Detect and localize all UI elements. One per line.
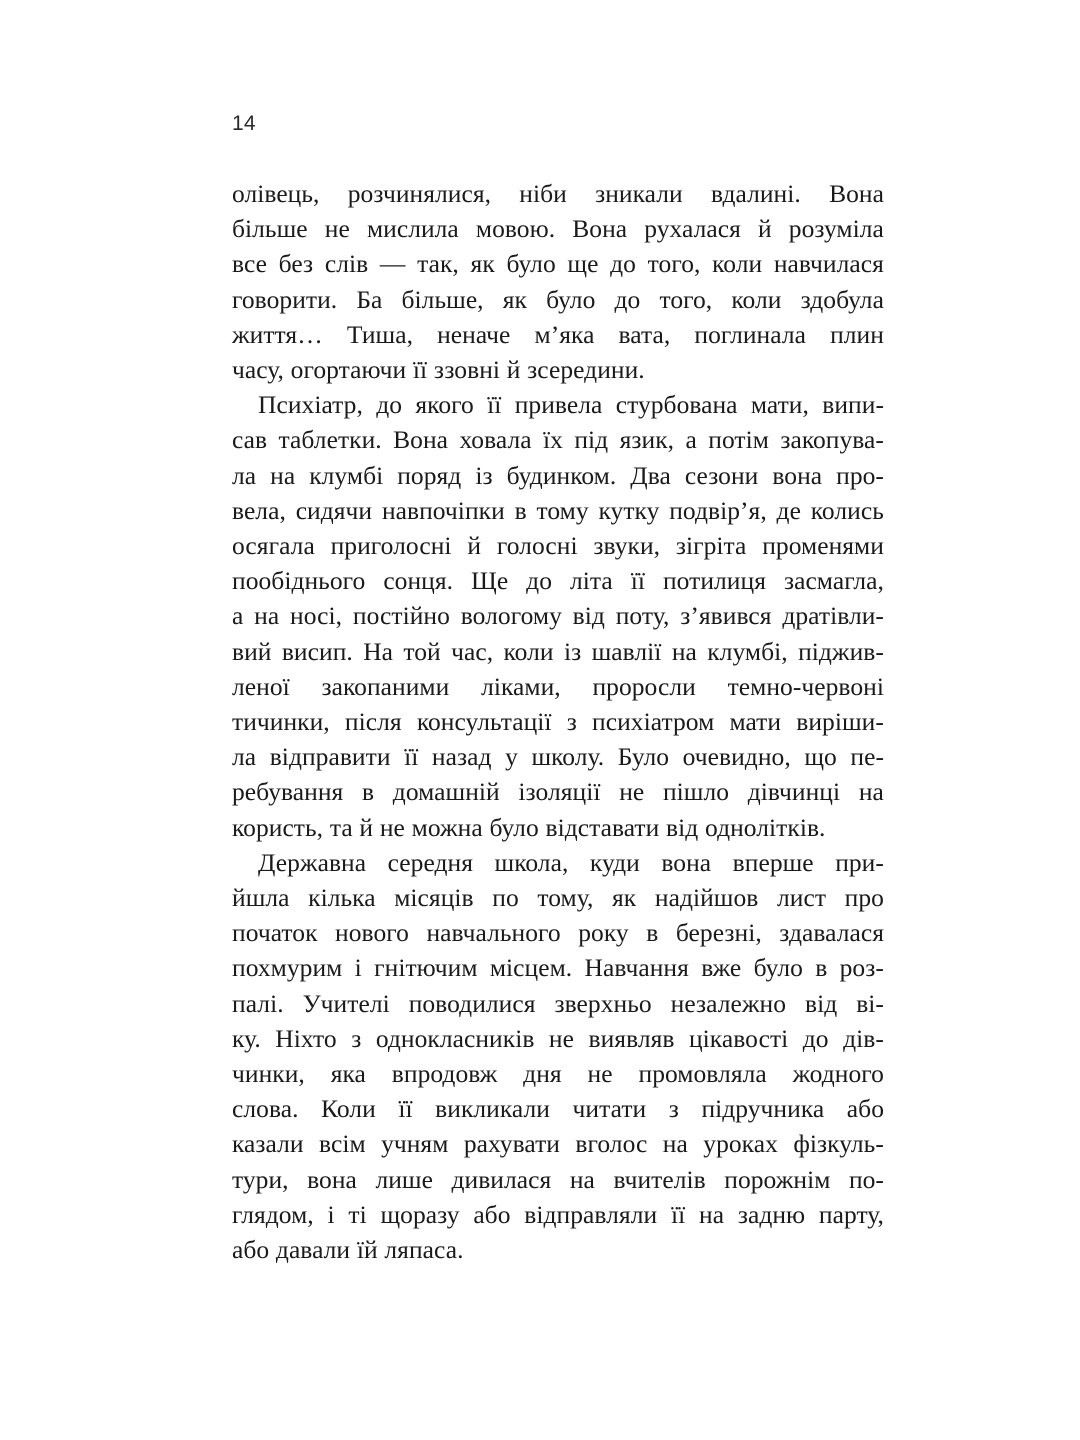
text-line: або давали їй ляпаса. <box>232 1235 464 1265</box>
text-line <box>232 1126 884 1161</box>
word: консультації <box>416 707 552 737</box>
word: до <box>614 284 641 314</box>
word: на <box>699 1199 725 1229</box>
word: проросли <box>592 671 696 701</box>
text-line <box>232 422 884 457</box>
word: звуки, <box>593 531 661 561</box>
word: із <box>563 636 582 666</box>
word: з’явився <box>680 601 772 631</box>
word: сав <box>232 425 268 455</box>
word: висип. <box>281 636 353 666</box>
word: дівчинці <box>747 777 841 807</box>
word: все <box>232 249 267 279</box>
word: навпочіпки <box>381 495 505 525</box>
word: відправити <box>269 742 391 772</box>
word: місцем. <box>489 953 573 983</box>
text-line <box>232 1091 884 1126</box>
word: піджив- <box>798 636 884 666</box>
word: кутку <box>598 495 660 525</box>
word: вона <box>772 460 823 490</box>
word: роз- <box>839 953 884 983</box>
word: й <box>467 531 482 561</box>
word: мати, <box>750 390 809 420</box>
word: стурбована <box>615 390 738 420</box>
word: на <box>671 636 697 666</box>
word: ті <box>348 1199 367 1229</box>
word: як <box>502 284 527 314</box>
word: Вона <box>393 425 449 455</box>
word: порожнім <box>724 1164 831 1194</box>
word: до <box>802 1023 829 1053</box>
word: в <box>646 918 659 948</box>
word: її <box>670 1199 686 1229</box>
word: рухалася <box>644 214 741 244</box>
word: коли <box>712 249 763 279</box>
word: здобула <box>800 284 884 314</box>
word: темно-червоні <box>727 671 884 701</box>
word: у <box>505 742 518 772</box>
text-line <box>232 704 884 739</box>
word: коли <box>503 636 554 666</box>
word: або <box>473 1199 511 1229</box>
word: вдалині. <box>711 179 801 208</box>
word: задню <box>737 1199 806 1229</box>
word: її <box>404 742 419 772</box>
word: відправляли <box>524 1199 658 1229</box>
word: до <box>526 566 552 596</box>
word: постійно <box>352 601 450 631</box>
word: про- <box>836 460 884 490</box>
text-line <box>232 211 884 246</box>
word: говорити. <box>232 284 338 314</box>
word: було <box>753 953 803 983</box>
word: ховала <box>459 425 532 455</box>
word: було <box>506 249 556 279</box>
word: На <box>363 636 394 666</box>
word: після <box>344 707 402 737</box>
word: глядом, <box>232 1199 314 1229</box>
text-line: користь, та й не можна було відставати від однолітків. <box>232 812 826 842</box>
word: Ніхто <box>275 1023 337 1053</box>
word: поту, <box>615 601 670 631</box>
text-line: часу, огортаючи її ззовні й зсередини. <box>232 355 645 385</box>
word: Учителі <box>302 988 390 1018</box>
text-line <box>232 986 884 1021</box>
word: не <box>619 777 645 807</box>
body-text-block <box>232 176 884 1267</box>
word: клумбі, <box>707 636 788 666</box>
word: психіатром <box>592 707 715 737</box>
word: засмагла, <box>783 566 884 596</box>
word: так, <box>417 249 459 279</box>
word: пообіднього <box>232 566 366 596</box>
text-line <box>232 563 884 598</box>
word: року <box>578 918 629 948</box>
word: якого <box>415 390 474 420</box>
word: навчального <box>426 918 561 948</box>
word: вчителів <box>613 1164 706 1194</box>
text-line <box>232 317 884 352</box>
word: поряд <box>397 460 462 490</box>
text-line <box>232 246 884 281</box>
word: цікавості <box>688 1023 789 1053</box>
word: не <box>587 1059 613 1089</box>
word: Вона <box>572 214 628 244</box>
word: а <box>232 601 244 631</box>
word: пе- <box>850 742 884 772</box>
word: парту, <box>818 1199 884 1229</box>
word: мати <box>729 707 782 737</box>
word: зникали <box>595 179 683 208</box>
word: того, <box>659 284 713 314</box>
word: ку. <box>232 1023 261 1053</box>
text-line <box>232 950 884 985</box>
word: закопува- <box>780 425 884 455</box>
word: палі. <box>232 988 284 1018</box>
word: Ба <box>356 284 383 314</box>
word: тому <box>536 495 589 525</box>
word: жодного <box>792 1059 884 1089</box>
word: подвір’я, <box>669 495 767 525</box>
word: осягала <box>232 531 315 561</box>
text-line <box>232 176 884 211</box>
word: вата, <box>618 319 671 349</box>
word: учням <box>381 1129 449 1159</box>
word: уроках <box>703 1129 778 1159</box>
word: незалежно <box>670 988 787 1018</box>
word: сидячи <box>295 495 373 525</box>
word: більше, <box>401 284 484 314</box>
word: з <box>566 707 577 737</box>
word: зігріта <box>675 531 747 561</box>
word: промовляла <box>638 1059 767 1089</box>
word: Психіатр, <box>258 390 363 420</box>
word: казали <box>232 1129 304 1159</box>
word: плин <box>830 319 884 349</box>
word: коли <box>731 284 782 314</box>
text-line <box>232 739 884 774</box>
word: вголос <box>575 1129 648 1159</box>
word: неначе <box>437 319 511 349</box>
word: рахувати <box>463 1129 560 1159</box>
word: слова. <box>232 1094 299 1124</box>
word: нового <box>335 918 409 948</box>
word: підручника <box>701 1094 825 1124</box>
word: привела <box>514 390 603 420</box>
text-line <box>232 774 884 809</box>
text-line <box>232 915 884 950</box>
word: читати <box>572 1094 647 1124</box>
word: мовою. <box>475 214 556 244</box>
word: Було <box>617 742 670 772</box>
word: яка <box>330 1059 366 1089</box>
word: Два <box>630 460 671 490</box>
word: розчинялися, <box>347 179 492 208</box>
word: до <box>376 390 403 420</box>
word: вела, <box>232 495 286 525</box>
word: їх <box>543 425 563 455</box>
word: поглинала <box>694 319 806 349</box>
word: дів- <box>843 1023 884 1053</box>
text-line <box>232 528 884 563</box>
word: Державна <box>258 847 367 877</box>
paragraph <box>232 845 884 1267</box>
word: дня <box>523 1059 562 1089</box>
word: більше <box>232 214 308 244</box>
word: вона <box>661 847 712 877</box>
word: час, <box>451 636 494 666</box>
word: Ще <box>471 566 509 596</box>
word: гнітючим <box>374 953 478 983</box>
text-line <box>232 1021 884 1056</box>
word: початок <box>232 918 318 948</box>
word: сонця. <box>383 566 454 596</box>
word: як <box>612 883 637 913</box>
word: на <box>858 777 884 807</box>
word: ліками, <box>481 671 561 701</box>
word: шавлії <box>591 636 662 666</box>
word: Коли <box>321 1094 376 1124</box>
word: під <box>574 425 609 455</box>
word: дратівли- <box>782 601 884 631</box>
word: середня <box>387 847 474 877</box>
word: і <box>327 1199 335 1229</box>
word: будинком. <box>506 460 617 490</box>
word: місяців <box>394 883 474 913</box>
word: Вона <box>829 179 884 208</box>
word: таблетки. <box>278 425 382 455</box>
word: березні, <box>675 918 762 948</box>
word: сезони <box>684 460 759 490</box>
word: на <box>662 1129 688 1159</box>
word: вперше <box>732 847 814 877</box>
word: закопаними <box>321 671 450 701</box>
word: школа, <box>494 847 569 877</box>
word: той <box>403 636 441 666</box>
word: а <box>685 425 697 455</box>
word: ще <box>567 249 599 279</box>
text-line <box>232 1162 884 1197</box>
word: школу. <box>531 742 605 772</box>
word: про <box>844 883 884 913</box>
word: носі, <box>290 601 343 631</box>
word: зверхньо <box>554 988 652 1018</box>
word: язик, <box>619 425 675 455</box>
word: йшла <box>232 883 290 913</box>
word: дивилася <box>451 1164 552 1194</box>
word: приголосні <box>330 531 452 561</box>
word: лише <box>375 1164 433 1194</box>
text-line <box>232 458 884 493</box>
word: літа <box>569 566 613 596</box>
word: випи- <box>822 390 884 420</box>
word: тичинки, <box>232 707 330 737</box>
paragraph <box>232 176 884 387</box>
word: виріши- <box>796 707 884 737</box>
word: м’яка <box>534 319 595 349</box>
word: і <box>354 953 362 983</box>
word: вона <box>307 1164 357 1194</box>
word: щоразу <box>380 1199 460 1229</box>
word: ла <box>232 742 257 772</box>
word: життя… <box>232 319 323 349</box>
word: кілька <box>308 883 376 913</box>
word: чинки, <box>232 1059 305 1089</box>
word: вже <box>701 953 742 983</box>
word: її <box>630 566 646 596</box>
text-line <box>232 387 884 422</box>
text-line <box>232 634 884 669</box>
word: що <box>804 742 837 772</box>
text-line <box>232 845 884 880</box>
word: домашній <box>392 777 500 807</box>
word: й <box>757 214 772 244</box>
word: було <box>546 284 596 314</box>
word: — <box>379 249 406 279</box>
word: в <box>815 953 828 983</box>
word: тури, <box>232 1164 289 1194</box>
word: тому, <box>537 883 594 913</box>
text-line <box>232 282 884 317</box>
word: як <box>470 249 495 279</box>
word: із <box>475 460 493 490</box>
word: або <box>846 1094 884 1124</box>
word: по <box>492 883 519 913</box>
text-line <box>232 1056 884 1091</box>
word: потилиця <box>662 566 766 596</box>
word: назад <box>431 742 492 772</box>
text-line <box>232 669 884 704</box>
word: колись <box>810 495 884 525</box>
word: очевидно, <box>682 742 791 772</box>
word: голосні <box>496 531 578 561</box>
word: Навчання <box>584 953 689 983</box>
text-line <box>232 598 884 633</box>
word: в <box>362 777 375 807</box>
word: слів <box>324 249 369 279</box>
word: ві- <box>856 988 884 1018</box>
word: ізоляції <box>518 777 601 807</box>
word: клумбі <box>309 460 384 490</box>
word: всім <box>319 1129 366 1159</box>
word: леної <box>232 671 290 701</box>
word: розуміла <box>788 214 884 244</box>
word: поводилися <box>408 988 536 1018</box>
word: лист <box>777 883 827 913</box>
word: Тиша, <box>346 319 413 349</box>
word: мислила <box>366 214 459 244</box>
word: вий <box>232 636 272 666</box>
word: однокласників <box>375 1023 535 1053</box>
word: пішло <box>662 777 730 807</box>
word: потім <box>708 425 769 455</box>
word: ла <box>232 460 257 490</box>
text-line <box>232 880 884 915</box>
word: при- <box>835 847 884 877</box>
word: її <box>398 1094 413 1124</box>
word: впродовж <box>391 1059 498 1089</box>
word: ніби <box>519 179 567 208</box>
word: променями <box>762 531 884 561</box>
word: вологому <box>460 601 562 631</box>
word: від <box>805 988 838 1018</box>
word: на <box>270 460 296 490</box>
word: навчилася <box>773 249 884 279</box>
word: на <box>569 1164 595 1194</box>
word: олівець, <box>232 179 320 208</box>
word: похмурим <box>232 953 343 983</box>
word: до <box>610 249 636 279</box>
word: здавалася <box>779 918 884 948</box>
word: з <box>351 1023 362 1053</box>
text-line <box>232 493 884 528</box>
page-number: 14 <box>232 112 256 135</box>
word: виявляв <box>588 1023 675 1053</box>
word: не <box>324 214 350 244</box>
word: де <box>776 495 801 525</box>
word: з <box>668 1094 679 1124</box>
word: без <box>278 249 314 279</box>
word: на <box>254 601 280 631</box>
word: не <box>548 1023 574 1053</box>
text-line <box>232 1197 884 1232</box>
word: фізкуль- <box>793 1129 884 1159</box>
word: того, <box>647 249 701 279</box>
paragraph <box>232 387 884 845</box>
word: надійшов <box>654 883 759 913</box>
word: її <box>487 390 502 420</box>
word: викликали <box>435 1094 550 1124</box>
word: від <box>572 601 605 631</box>
word: ребування <box>232 777 344 807</box>
word: по- <box>848 1164 884 1194</box>
word: в <box>514 495 527 525</box>
word: куди <box>589 847 640 877</box>
